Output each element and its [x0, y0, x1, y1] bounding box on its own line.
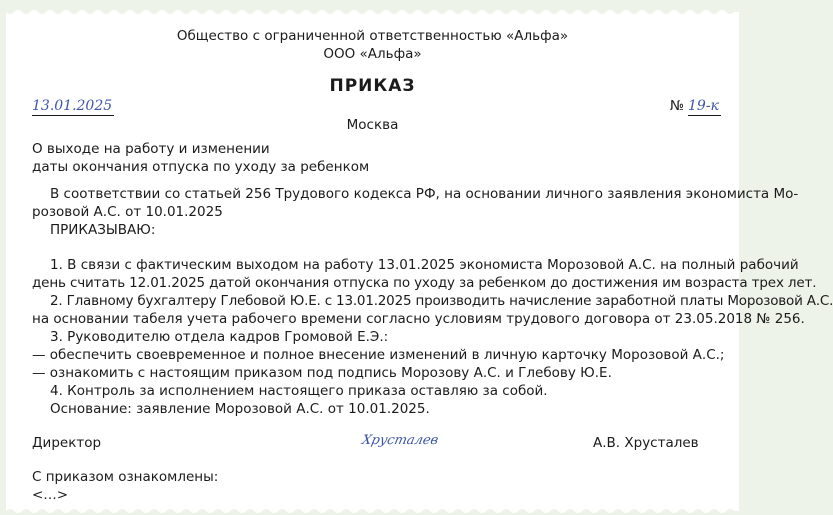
order-date: 13.01.2025 [32, 98, 113, 114]
signature-position: Директор [32, 435, 102, 451]
handwritten-signature: Хрусталев [360, 433, 440, 448]
item-3-sub-2: — ознакомить с настоящим приказом под подпись Морозову А.С. и Глебову Ю.Е. [32, 365, 612, 381]
city: Москва [346, 117, 399, 133]
acquainted-placeholder: <…> [32, 487, 69, 503]
item-3-line-1: 3. Руководителю отдела кадров Громовой Е.Э.: [50, 329, 389, 345]
item-2-line-1: 2. Главному бухгалтеру Глебовой Ю.Е. с 13.01.2025 производить начисление заработной платы Морозовой А.С. [50, 293, 833, 309]
order-number: 19-к [688, 98, 719, 114]
order-word: ПРИКАЗЫВАЮ: [50, 222, 156, 238]
item-1-line-2: день считать 12.01.2025 датой окончания отпуска по уходу за ребенком до достижения им возраста трех лет. [32, 275, 817, 291]
torn-top-edge [6, 8, 739, 16]
preamble-line-1: В соответствии со статьей 256 Трудового кодекса РФ, на основании личного заявления экономиста Мо- [50, 186, 799, 202]
number-label: № [670, 98, 685, 114]
org-short-name: ООО «Альфа» [323, 46, 422, 62]
item-3-sub-1: — обеспечить своевременное и полное внесение изменений в личную карточку Морозовой А.С.; [32, 347, 725, 363]
torn-bottom-edge [6, 507, 739, 515]
signature-name: А.В. Хрусталев [593, 435, 699, 451]
basis: Основание: заявление Морозовой А.С. от 10.01.2025. [50, 401, 430, 417]
acquainted-label: С приказом ознакомлены: [32, 469, 219, 485]
subject-line-1: О выходе на работу и изменении [32, 141, 270, 157]
org-full-name: Общество с ограниченной ответственностью «Альфа» [176, 28, 569, 44]
subject-line-2: даты окончания отпуска по уходу за ребенком [32, 159, 370, 175]
preamble-line-2: розовой А.С. от 10.01.2025 [32, 204, 223, 220]
item-2-line-2: на основании табеля учета рабочего времени согласно условиям трудового договора от 23.05.2018 № 256. [32, 311, 805, 327]
item-4: 4. Контроль за исполнением настоящего приказа оставляю за собой. [50, 383, 548, 399]
document-title: ПРИКАЗ [329, 76, 416, 96]
item-1-line-1: 1. В связи с фактическим выходом на работу 13.01.2025 экономиста Морозовой А.С. на полный рабочий [50, 257, 799, 273]
